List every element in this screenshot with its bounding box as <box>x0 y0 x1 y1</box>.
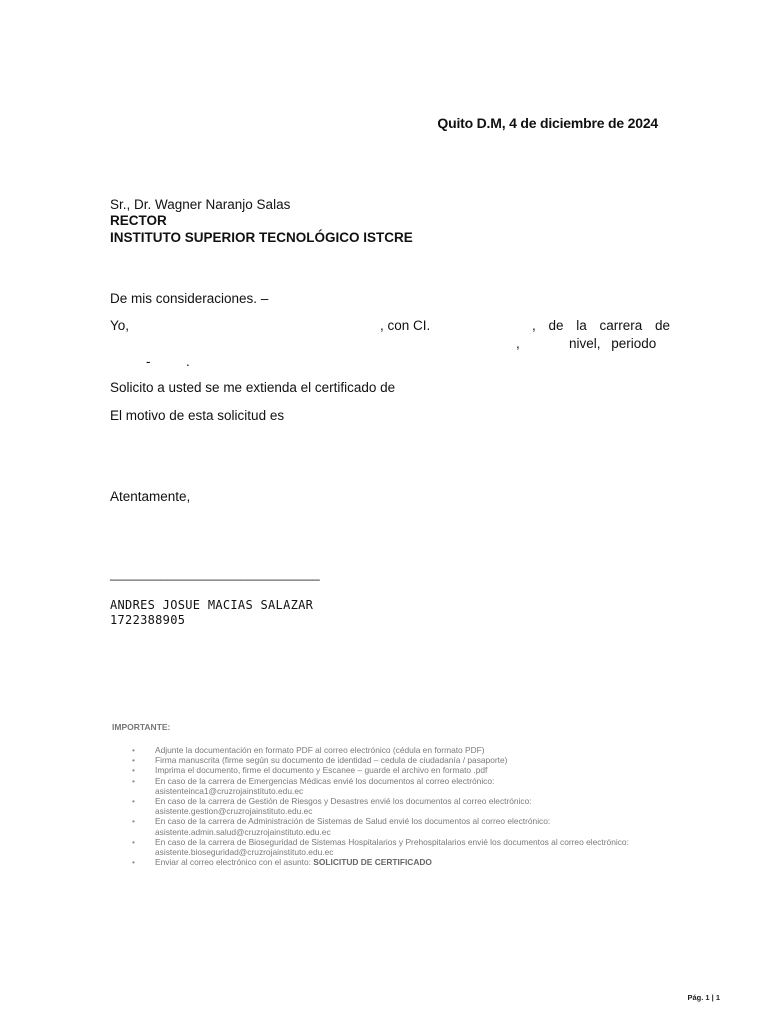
identity-line-2 <box>110 336 658 354</box>
period-end: . <box>186 354 190 369</box>
note-text: En caso de la carrera de Emergencias Médicas envié los documentos al correo electrónico: <box>155 775 495 786</box>
note-text: En caso de la carrera de Bioseguridad de Sistemas Hospitalarios y Prehospitalarios envié los documentos al correo electrónico: <box>155 836 629 847</box>
note-text: Adjunte la documentación en formato PDF al correo electrónico (cédula en formato PDF) <box>155 745 485 755</box>
request-text: Solicito a usted se me extienda el certificado de <box>110 380 396 395</box>
signer-id: 1722388905 <box>110 613 186 627</box>
email-admin-salud: asistente.admin.salud@cruzrojainstituto.edu.ec <box>155 826 331 837</box>
important-heading: IMPORTANTE: <box>112 722 171 732</box>
note-text: Enviar al correo electrónico con el asunto: <box>155 857 311 868</box>
career-label: , de la carrera de <box>532 318 671 333</box>
signature-line: _____________________________ <box>110 566 320 581</box>
recipient-institution: INSTITUTO SUPERIOR TECNOLÓGICO ISTCRE <box>110 230 413 245</box>
list-item <box>155 765 715 775</box>
identity-line-1 <box>110 318 671 336</box>
letter-date: Quito D.M, 4 de diciembre de 2024 <box>437 115 658 131</box>
email-bioseguridad: asistente.bioseguridad@cruzrojainstituto.edu.ec <box>155 847 334 858</box>
signer-name: ANDRES JOSUE MACIAS SALAZAR <box>110 598 314 612</box>
ci-label: , con CI. <box>380 318 431 333</box>
note-text: Firma manuscrita (firme según su documento de identidad – cedula de ciudadanía / pasaporte) <box>155 755 508 766</box>
list-item <box>155 745 715 755</box>
yo-label: Yo, <box>110 318 130 333</box>
email-gestion: asistente.gestion@cruzrojainstituto.edu.ec <box>155 806 313 817</box>
identity-line-3 <box>110 354 658 372</box>
instructions-list <box>155 745 715 867</box>
list-item <box>155 816 715 836</box>
nivel-periodo-label: nivel, periodo <box>569 336 657 351</box>
note-text: En caso de la carrera de Administración de Sistemas de Salud envié los documentos al correo electrónico: <box>155 816 551 827</box>
list-item <box>155 857 715 867</box>
list-item <box>155 755 715 765</box>
list-item <box>155 837 715 857</box>
list-item <box>155 796 715 816</box>
list-item <box>155 776 715 796</box>
greeting: De mis consideraciones. – <box>110 291 269 306</box>
page-number: Pág. 1 | 1 <box>687 993 720 1002</box>
motive-text: El motivo de esta solicitud es <box>110 408 285 423</box>
note-text: En caso de la carrera de Gestión de Riesgos y Desastres envié los documentos al correo electrónico: <box>155 796 532 807</box>
closing-text: Atentamente, <box>110 489 191 504</box>
recipient-title: RECTOR <box>110 213 167 228</box>
note-text: Imprima el documento, firme el documento y Escanee – guarde el archivo en formato .pdf <box>155 765 488 776</box>
recipient-name: Sr., Dr. Wagner Naranjo Salas <box>110 197 291 212</box>
comma-sep: , <box>516 336 520 351</box>
email-emergencias: asistenteinca1@cruzrojainstituto.edu.ec <box>155 785 304 796</box>
period-dash: - <box>146 354 151 369</box>
email-subject: SOLICITUD DE CERTIFICADO <box>313 857 432 868</box>
